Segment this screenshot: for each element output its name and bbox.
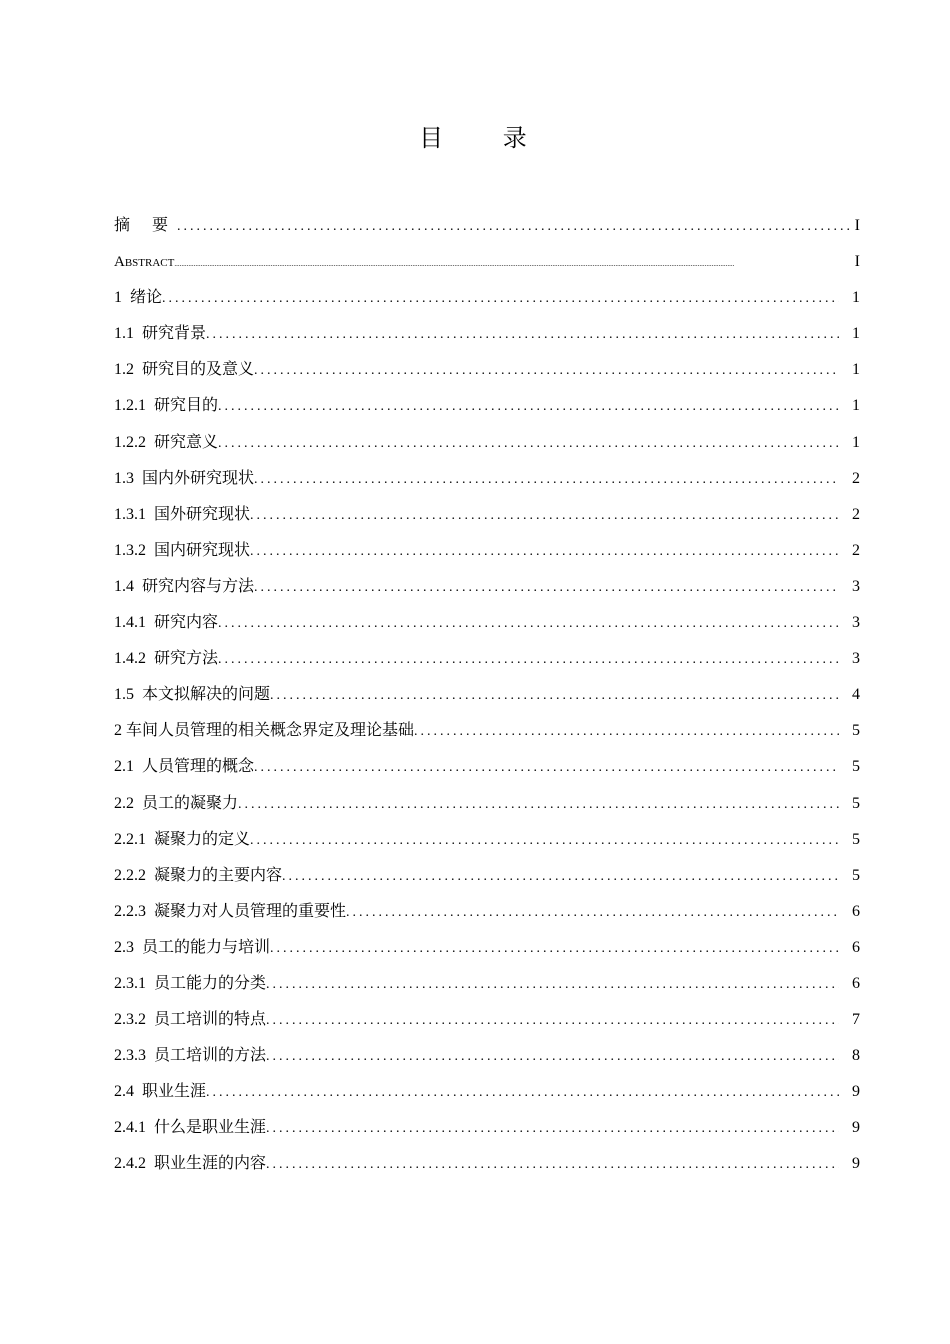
toc-entry-label	[114, 461, 254, 497]
toc-entry-label	[114, 244, 174, 281]
toc-entry-label	[114, 713, 414, 749]
toc-dot-leader	[250, 823, 839, 859]
toc-entry-page-number: 3	[852, 614, 860, 632]
toc-entry[interactable]	[114, 352, 860, 388]
toc-entry-number: 2.1	[114, 758, 134, 776]
toc-entry-page-number: 9	[852, 1119, 860, 1137]
toc-entry-label	[114, 677, 270, 713]
toc-entry[interactable]	[114, 605, 860, 641]
toc-dot-leader	[218, 426, 839, 462]
toc-dot-leader	[254, 570, 839, 606]
toc-entry-number: 2.4	[114, 1083, 134, 1101]
toc-entry-text: 研究意义	[154, 433, 219, 451]
toc-entry-text: 2 车间人员管理的相关概念界定及理论基础	[114, 722, 415, 740]
toc-entry-page-number: 7	[852, 1011, 860, 1029]
toc-entry-text: 什么是职业生涯	[154, 1119, 267, 1137]
toc-entry[interactable]	[114, 858, 860, 894]
toc-dot-leader	[206, 1075, 839, 1111]
toc-entry-label	[114, 316, 206, 352]
toc-entry-label	[114, 1038, 266, 1074]
toc-entry[interactable]	[114, 894, 860, 930]
toc-entry-number: 1.1	[114, 325, 134, 343]
toc-entry-page-number: 2	[852, 541, 860, 559]
toc-dot-leader	[266, 1111, 839, 1147]
toc-entry-text: 凝聚力对人员管理的重要性	[154, 902, 347, 920]
toc-entry-label	[114, 208, 177, 244]
toc-entry-text: 凝聚力的主要内容	[154, 866, 283, 884]
toc-dot-leader	[282, 859, 839, 895]
table-of-contents	[114, 208, 860, 1183]
toc-dot-leader	[266, 1039, 839, 1075]
toc-dot-leader	[254, 353, 839, 389]
toc-entry[interactable]	[114, 569, 860, 605]
toc-entry-number: 1.4.2	[114, 650, 146, 668]
toc-entry-number: 1.3.2	[114, 541, 146, 559]
toc-entry-label	[114, 533, 250, 569]
toc-entry-page-number: 3	[852, 577, 860, 595]
toc-dot-leader	[414, 714, 839, 750]
toc-dot-leader	[174, 245, 850, 282]
toc-entry-number: 1	[114, 289, 122, 307]
toc-entry-text: 人员管理的概念	[142, 758, 255, 776]
toc-entry-text: 本文拟解决的问题	[142, 686, 271, 704]
toc-entry-number: 1.5	[114, 686, 134, 704]
toc-entry-page-number: 5	[852, 794, 860, 812]
toc-entry-page-number: 5	[852, 866, 860, 884]
toc-entry-page-number: I	[854, 253, 860, 271]
toc-entry[interactable]	[114, 425, 860, 461]
toc-entry[interactable]	[114, 1074, 860, 1110]
toc-dot-leader	[250, 534, 839, 570]
toc-entry[interactable]	[114, 1002, 860, 1038]
toc-entry-text: 国内研究现状	[154, 541, 251, 559]
toc-entry[interactable]	[114, 1038, 860, 1074]
toc-entry-number: 2.3.1	[114, 974, 146, 992]
toc-entry-label	[114, 641, 218, 677]
toc-entry-label	[114, 1110, 266, 1146]
toc-entry-number: 2.2.1	[114, 830, 146, 848]
toc-dot-leader	[206, 317, 839, 353]
toc-entry-label	[114, 966, 266, 1002]
toc-entry-text: 员工能力的分类	[154, 974, 267, 992]
toc-entry-label	[114, 894, 346, 930]
toc-entry-number: 1.4.1	[114, 614, 146, 632]
toc-entry-page-number: 6	[852, 902, 860, 920]
toc-entry[interactable]	[114, 930, 860, 966]
toc-dot-leader	[162, 281, 839, 317]
toc-entry-number: 1.2	[114, 361, 134, 379]
page-title: 目 录	[419, 124, 553, 152]
toc-entry-label	[114, 605, 218, 641]
toc-entry[interactable]	[114, 641, 860, 677]
toc-entry-number: 1.3	[114, 469, 134, 487]
toc-dot-leader	[218, 606, 839, 642]
toc-entry-text: 研究目的及意义	[142, 361, 255, 379]
toc-entry-label	[114, 786, 238, 822]
toc-entry[interactable]	[114, 316, 860, 352]
toc-dot-leader	[250, 498, 839, 534]
toc-entry[interactable]	[114, 533, 860, 569]
toc-dot-leader	[218, 389, 839, 425]
toc-dot-leader	[346, 895, 839, 931]
toc-entry-number: 1.2.1	[114, 397, 146, 415]
toc-entry-number: 2.4.1	[114, 1119, 146, 1137]
toc-entry-text: ABSTRACT	[114, 254, 175, 271]
toc-entry[interactable]	[114, 713, 860, 749]
toc-dot-leader	[266, 1003, 839, 1039]
toc-entry-number: 1.2.2	[114, 433, 146, 451]
toc-dot-leader	[218, 642, 839, 678]
toc-entry-text: 凝聚力的定义	[154, 830, 251, 848]
toc-entry-text: 绪论	[130, 289, 163, 307]
toc-entry-page-number: 4	[852, 686, 860, 704]
toc-entry-page-number: 2	[852, 505, 860, 523]
toc-entry-text: 员工的凝聚力	[142, 794, 239, 812]
toc-entry-label	[114, 388, 218, 424]
toc-entry-page-number: 5	[852, 830, 860, 848]
toc-entry-text: 研究背景	[142, 325, 207, 343]
toc-entry[interactable]	[114, 497, 860, 533]
toc-entry-label	[114, 858, 282, 894]
toc-entry-page-number: 2	[852, 469, 860, 487]
toc-entry-page-number: 9	[852, 1083, 860, 1101]
toc-entry[interactable]	[114, 966, 860, 1002]
toc-entry-page-number: 1	[852, 325, 860, 343]
toc-entry-text: 国外研究现状	[154, 505, 251, 523]
toc-entry-page-number: 8	[852, 1047, 860, 1065]
toc-dot-leader	[238, 787, 839, 823]
toc-dot-leader	[270, 678, 839, 714]
toc-entry-label	[114, 569, 254, 605]
toc-entry-number: 2.2.2	[114, 866, 146, 884]
toc-entry-text: 研究内容	[154, 614, 219, 632]
toc-entry-number: 2.3.2	[114, 1011, 146, 1029]
toc-entry-page-number: 3	[852, 650, 860, 668]
toc-entry-number: 2.2	[114, 794, 134, 812]
toc-entry-text: 国内外研究现状	[142, 469, 255, 487]
toc-entry-number: 2.2.3	[114, 902, 146, 920]
toc-entry-page-number: 1	[852, 361, 860, 379]
toc-entry[interactable]	[114, 749, 860, 785]
toc-entry-page-number: 6	[852, 938, 860, 956]
toc-dot-leader	[254, 750, 839, 786]
toc-entry[interactable]	[114, 280, 860, 316]
toc-entry[interactable]	[114, 208, 860, 244]
toc-entry-page-number: I	[854, 217, 860, 234]
toc-entry[interactable]	[114, 1110, 860, 1146]
toc-entry-label	[114, 425, 218, 461]
toc-entry-page-number: 5	[852, 722, 860, 740]
toc-entry-page-number: 1	[852, 433, 860, 451]
toc-entry-page-number: 1	[852, 289, 860, 307]
toc-entry-label	[114, 1074, 206, 1110]
toc-entry[interactable]	[114, 244, 860, 280]
toc-entry-page-number: 5	[852, 758, 860, 776]
toc-entry-text: 职业生涯	[142, 1083, 207, 1101]
toc-entry-page-number: 1	[852, 397, 860, 415]
toc-entry-label	[114, 497, 250, 533]
toc-entry-page-number: 6	[852, 974, 860, 992]
toc-entry[interactable]	[114, 822, 860, 858]
toc-entry-label	[114, 1002, 266, 1038]
toc-entry-label	[114, 749, 254, 785]
toc-entry-text: 研究内容与方法	[142, 577, 255, 595]
toc-entry-number: 2.3	[114, 938, 134, 956]
toc-entry-label	[114, 280, 162, 316]
toc-entry-text: 研究目的	[154, 397, 219, 415]
toc-entry-page-number: 9	[852, 1155, 860, 1173]
toc-entry-text: 员工培训的方法	[154, 1047, 267, 1065]
toc-dot-leader	[270, 931, 839, 967]
toc-entry-text: 员工培训的特点	[154, 1011, 267, 1029]
toc-entry-text: 职业生涯的内容	[154, 1155, 267, 1173]
toc-entry-number: 2.4.2	[114, 1155, 146, 1173]
toc-entry-label	[114, 822, 250, 858]
toc-entry-label	[114, 930, 270, 966]
toc-entry[interactable]	[114, 461, 860, 497]
toc-entry-number: 1.4	[114, 577, 134, 595]
toc-entry-text: 研究方法	[154, 650, 219, 668]
toc-entry-label	[114, 352, 254, 388]
toc-entry-text: 员工的能力与培训	[142, 938, 271, 956]
toc-dot-leader	[254, 462, 839, 498]
toc-entry[interactable]	[114, 1146, 860, 1182]
toc-dot-leader	[177, 209, 850, 245]
toc-dot-leader	[266, 967, 839, 1003]
toc-dot-leader	[266, 1147, 839, 1183]
toc-entry-text: 摘 要	[114, 217, 178, 234]
toc-entry[interactable]	[114, 388, 860, 424]
toc-entry[interactable]	[114, 786, 860, 822]
toc-entry-label	[114, 1146, 266, 1182]
toc-entry-number: 1.3.1	[114, 505, 146, 523]
toc-entry[interactable]	[114, 677, 860, 713]
toc-entry-number: 2.3.3	[114, 1047, 146, 1065]
